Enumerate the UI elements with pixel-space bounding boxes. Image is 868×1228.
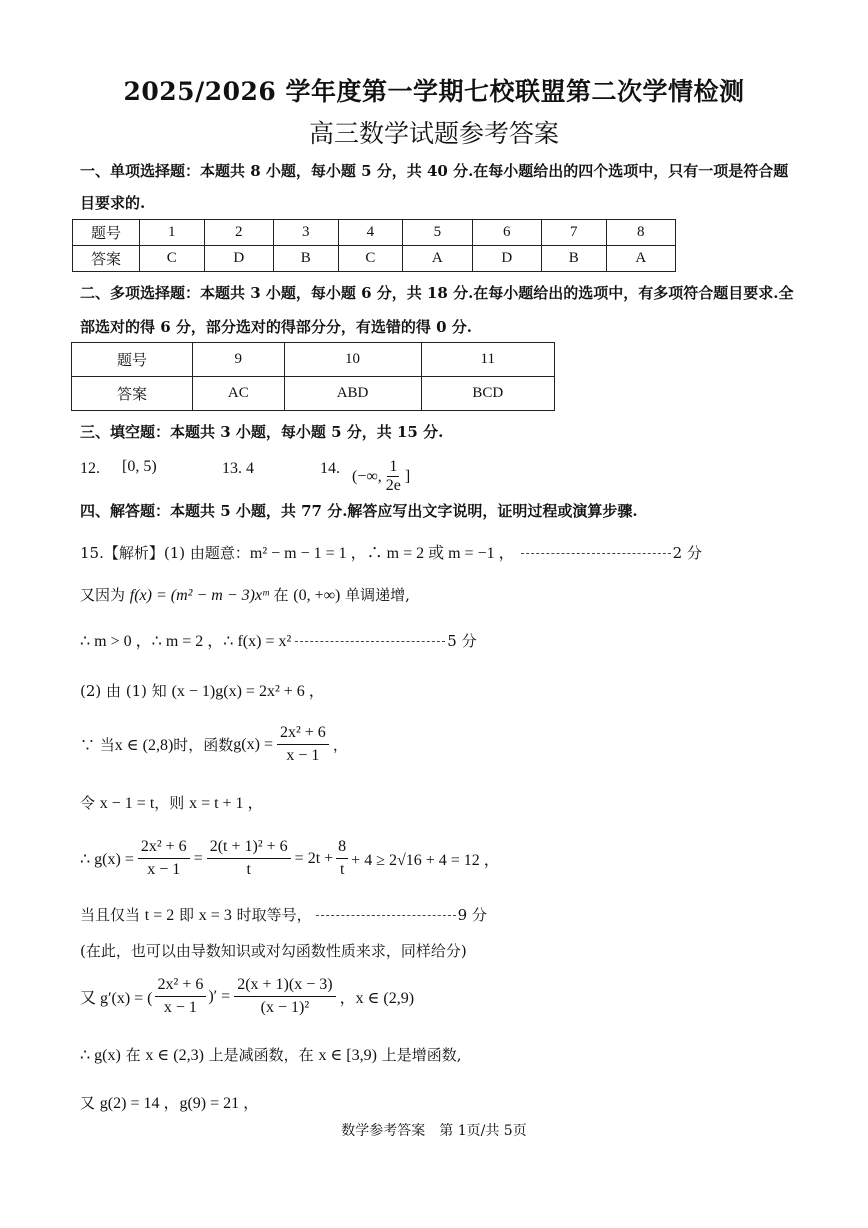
math: = (193, 849, 203, 867)
q15-eq1: m² − m − 1 = 1 ，∴ m = 2 或 m = −1 ， (249, 545, 515, 562)
table-cell: 4 (338, 220, 403, 246)
table-cell: C (140, 246, 205, 272)
q15-line6 (80, 790, 264, 813)
q15-line12 (80, 1090, 259, 1113)
section4-heading: 四、解答题：本题共 5 小题，共 77 分.解答应写出文字说明，证明过程或演算步骤. (80, 502, 638, 520)
table-cell: D (472, 246, 541, 272)
table-cell: 2 (204, 220, 273, 246)
math: )′ = (208, 987, 231, 1005)
q14-fraction (384, 458, 403, 495)
q12-answer: [0, 5) (122, 458, 157, 475)
q15-score3: 9 分 (457, 906, 487, 924)
table-row (72, 377, 555, 411)
table-cell: 题号 (73, 220, 140, 246)
section1-heading-line2: 目要求的. (80, 194, 146, 212)
text: 当且仅当 (80, 906, 145, 924)
q15-line5 (80, 722, 348, 767)
frac-den: t (339, 861, 345, 878)
q15-line7 (80, 836, 500, 881)
q15-intro: 15.【解析】(1) 由题意： (80, 544, 250, 562)
text: (2) 由 (1) 知 (80, 682, 172, 700)
table-row (73, 246, 676, 272)
math: (x − 1)g(x) = 2x² + 6 ， (171, 683, 325, 700)
q14-frac-num: 1 (389, 458, 398, 475)
math: ∴ g(x) (80, 1047, 121, 1064)
q14-suffix: ] (404, 467, 411, 485)
table-cell: 1 (140, 220, 205, 246)
math: x = t + 1 ， (189, 795, 264, 812)
frac-den: x − 1 (147, 861, 181, 878)
table-cell: 10 (284, 343, 421, 377)
table-cell: D (204, 246, 273, 272)
q15-score1: 2 分 (672, 544, 702, 562)
math: x ∈ (2,3) (145, 1047, 204, 1064)
math: f(x) = (m² − m − 3)xᵐ (129, 587, 269, 604)
table-cell: B (273, 246, 338, 272)
math: x ∈ (2,8) (114, 736, 174, 754)
text: ，则 (154, 794, 190, 812)
q14-frac-den: 2e (385, 477, 401, 494)
table-cell: 答案 (72, 377, 193, 411)
table-cell: BCD (421, 377, 554, 411)
math: ∴ m > 0 ，∴ m = 2 ，∴ f(x) = x² (80, 633, 292, 650)
text: 令 (80, 794, 100, 812)
table-cell: 3 (273, 220, 338, 246)
frac-den: x − 1 (286, 747, 320, 764)
math: (0, +∞) (293, 587, 341, 604)
score-dots (316, 915, 456, 916)
math: x − 1 = t (99, 795, 155, 812)
math: = 2t + (294, 849, 334, 867)
section3-heading: 三、填空题：本题共 3 小题，每小题 5 分，共 15 分. (80, 423, 444, 441)
text: 上是增函数, (376, 1046, 462, 1064)
frac-den: x − 1 (163, 999, 197, 1016)
page-subtitle: 高三数学试题参考答案 (308, 119, 559, 148)
page-title: 2025/2026 学年度第一学期七校联盟第二次学情检测 (123, 77, 745, 106)
frac-num: 8 (336, 836, 348, 859)
frac-num: 2(t + 1)² + 6 (207, 836, 291, 859)
frac-den: (x − 1)² (260, 999, 310, 1016)
fraction (336, 836, 348, 881)
table-cell: 题号 (72, 343, 193, 377)
text: 单调递增, (340, 586, 410, 604)
frac-num: 2x² + 6 (138, 836, 190, 859)
q15-line10 (80, 974, 414, 1019)
math: x = 3 (198, 907, 232, 924)
math: x ∈ [3,9) (318, 1047, 377, 1064)
math: + 4 ≥ 2√16 + 4 = 12 ， (351, 852, 500, 869)
q13-answer: 13. 4 (222, 460, 254, 477)
text: ， (332, 736, 348, 754)
table-cell: 9 (193, 343, 285, 377)
frac-num: 2x² + 6 (155, 974, 207, 997)
math: t = 2 (144, 907, 175, 924)
math: g(2) = 14 ，g(9) = 21 ， (99, 1095, 260, 1112)
q12-label: 12. (80, 460, 100, 477)
section2-heading-line1: 二、多项选择题：本题共 3 小题，每小题 6 分，共 18 分.在每小题给出的选项中，有多项符合题目要求.全 (80, 284, 794, 302)
text: 在 (120, 1046, 146, 1064)
section2-heading-line2: 部选对的得 6 分，部分选对的得部分分，有选错的得 0 分. (80, 318, 472, 336)
q14-label: 14. (320, 460, 340, 477)
q15-line1 (80, 540, 702, 563)
table-cell: 6 (472, 220, 541, 246)
table-row (72, 343, 555, 377)
page-footer: 数学参考答案 第 1页/共 5页 (341, 1123, 527, 1139)
table-cell: C (338, 246, 403, 272)
table-cell: 11 (421, 343, 554, 377)
table-cell: A (403, 246, 472, 272)
frac-num: 2x² + 6 (277, 722, 329, 745)
score-dots (521, 553, 671, 554)
text: 又 (80, 1094, 100, 1112)
table-cell: 答案 (73, 246, 140, 272)
fraction (207, 836, 291, 881)
text: 在 (268, 586, 294, 604)
fraction (138, 836, 190, 881)
text: 即 (174, 906, 199, 924)
score-dots (295, 641, 445, 642)
q15-line3 (80, 628, 477, 651)
table-cell: 7 (541, 220, 606, 246)
fraction (277, 722, 329, 767)
table-row (73, 220, 676, 246)
q14-answer (352, 458, 410, 495)
q14-prefix: (−∞, (352, 467, 382, 485)
table-cell: ABD (284, 377, 421, 411)
q15-line8 (80, 904, 487, 925)
table-cell: 8 (606, 220, 675, 246)
single-choice-answer-table (72, 219, 676, 272)
q15-score2: 5 分 (447, 632, 477, 650)
table-cell: 5 (403, 220, 472, 246)
math: ∴ g(x) = (80, 850, 134, 868)
frac-den: t (246, 861, 251, 878)
q15-line9: (在此，也可以由导数知识或对勾函数性质来求，同样给分) (80, 942, 467, 960)
multiple-choice-answer-table (71, 342, 555, 411)
text: 又因为 (80, 586, 130, 604)
text: 上是减函数，在 (203, 1046, 319, 1064)
table-cell: AC (193, 377, 285, 411)
frac-num: 2(x + 1)(x − 3) (234, 974, 335, 997)
math: 又 g′(x) = ( (80, 990, 153, 1007)
q15-line4 (80, 678, 325, 701)
text: ∵ 当 (80, 736, 115, 754)
section1-heading-line1: 一、单项选择题：本题共 8 小题，每小题 5 分，共 40 分.在每小题给出的四个选项中，只有一项是符合题 (80, 162, 789, 180)
table-cell: B (541, 246, 606, 272)
fraction (155, 974, 207, 1019)
table-cell: A (606, 246, 675, 272)
q15-line11 (80, 1044, 461, 1065)
fraction (234, 974, 335, 1019)
q15-line2 (80, 584, 410, 605)
text: 时，函数 (173, 736, 234, 754)
text: 时取等号， (231, 906, 312, 924)
math: g(x) = (233, 735, 273, 753)
math: ，x ∈ (2,9) (339, 990, 415, 1007)
